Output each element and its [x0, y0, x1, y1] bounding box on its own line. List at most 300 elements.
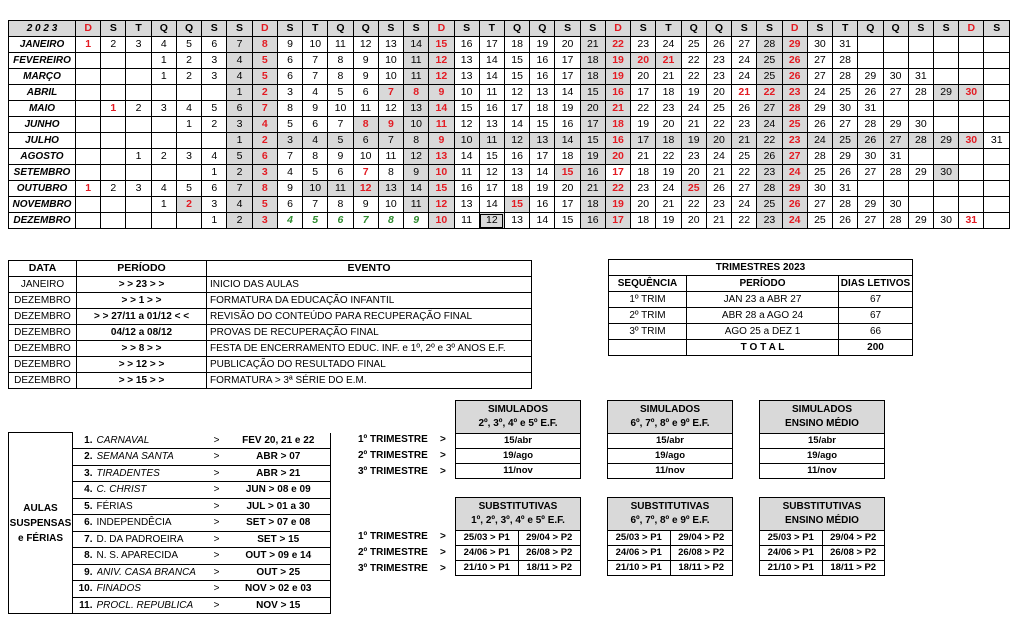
substitutiva-date: 21/10 > P1 — [608, 561, 671, 576]
event-name: PUBLICAÇÃO DO RESULTADO FINAL — [207, 357, 532, 373]
event-row — [9, 373, 532, 389]
empty-cell — [126, 117, 151, 133]
day-cell: 9 — [277, 181, 302, 197]
empty-cell — [151, 85, 176, 101]
empty-cell — [984, 149, 1010, 165]
empty-cell — [858, 181, 883, 197]
day-cell: 18 — [605, 117, 630, 133]
trimester-label: 3º TRIMESTRE — [358, 466, 428, 477]
day-cell: 4 — [277, 213, 302, 229]
day-cell: 9 — [353, 69, 378, 85]
empty-cell — [933, 149, 958, 165]
arrow-separator: > — [207, 482, 227, 499]
trimestre-row — [609, 324, 913, 340]
trimestre-seq: 3º TRIM — [609, 324, 687, 340]
day-cell: 7 — [328, 117, 353, 133]
empty-cell — [984, 213, 1010, 229]
substitutiva-date: 29/04 > P2 — [670, 531, 733, 546]
day-cell: 12 — [353, 37, 378, 53]
month-row — [9, 69, 1010, 85]
day-cell: 8 — [328, 53, 353, 69]
arrow-separator: > — [440, 563, 446, 574]
day-cell: 11 — [479, 85, 504, 101]
day-cell: 31 — [858, 101, 883, 117]
weekday-header: T — [656, 21, 681, 37]
event-period: > > 15 > > — [77, 373, 207, 389]
day-cell: 1 — [101, 101, 126, 117]
day-cell: 10 — [378, 69, 403, 85]
day-cell: 22 — [732, 165, 757, 181]
day-cell: 10 — [328, 101, 353, 117]
trimestres-total-value: 200 — [839, 340, 913, 356]
day-cell: 18 — [631, 165, 656, 181]
trimestres-title: TRIMESTRES 2023 — [609, 260, 913, 276]
substitutiva-date: 25/03 > P1 — [608, 531, 671, 546]
empty-cell — [959, 149, 984, 165]
trimester-label: 1º TRIMESTRE — [358, 434, 428, 445]
day-cell: 10 — [454, 85, 479, 101]
day-cell: 29 — [933, 133, 958, 149]
day-cell: 26 — [706, 37, 731, 53]
day-cell: 30 — [883, 69, 908, 85]
event-period: 04/12 a 08/12 — [77, 325, 207, 341]
day-cell: 3 — [151, 101, 176, 117]
day-cell: 1 — [151, 53, 176, 69]
day-cell: 17 — [555, 69, 580, 85]
day-cell: 15 — [580, 85, 605, 101]
day-cell: 25 — [807, 213, 832, 229]
trimestre-period: ABR 28 a AGO 24 — [687, 308, 839, 324]
day-cell: 17 — [479, 37, 504, 53]
event-date: DEZEMBRO — [9, 357, 77, 373]
substitutiva-date: 29/04 > P2 — [822, 531, 885, 546]
trimestre-seq: 2º TRIM — [609, 308, 687, 324]
day-cell: 7 — [252, 101, 277, 117]
weekday-header: T — [126, 21, 151, 37]
day-cell: 18 — [555, 149, 580, 165]
empty-cell — [908, 53, 933, 69]
day-cell: 22 — [605, 37, 630, 53]
day-cell: 8 — [252, 37, 277, 53]
weekday-header: Q — [353, 21, 378, 37]
day-cell: 11 — [328, 37, 353, 53]
month-name: MAIO — [9, 101, 76, 117]
day-cell: 12 — [429, 197, 454, 213]
day-cell: 14 — [530, 213, 555, 229]
day-cell: 8 — [277, 101, 302, 117]
day-cell: 29 — [782, 37, 807, 53]
month-name: JUNHO — [9, 117, 76, 133]
day-cell: 19 — [656, 213, 681, 229]
day-cell: 11 — [328, 181, 353, 197]
day-cell: 22 — [681, 197, 706, 213]
day-cell: 30 — [883, 197, 908, 213]
month-row — [9, 101, 1010, 117]
empty-cell — [126, 213, 151, 229]
day-cell: 19 — [605, 69, 630, 85]
events-header-date: DATA — [9, 261, 77, 277]
day-cell: 2 — [202, 117, 227, 133]
day-cell: 25 — [681, 37, 706, 53]
simulado-date: 19/ago — [760, 449, 885, 464]
day-cell: 21 — [656, 53, 681, 69]
suspension-name: PROCL. REPUBLICA — [97, 597, 207, 614]
day-cell: 23 — [757, 165, 782, 181]
day-cell: 6 — [202, 181, 227, 197]
day-cell: 15 — [504, 197, 529, 213]
day-cell: 3 — [277, 85, 302, 101]
weekday-header: D — [782, 21, 807, 37]
weekday-header: T — [833, 21, 858, 37]
day-cell: 27 — [732, 37, 757, 53]
day-cell: 13 — [530, 133, 555, 149]
empty-cell — [176, 165, 201, 181]
empty-cell — [984, 181, 1010, 197]
day-cell: 4 — [176, 101, 201, 117]
substitutivas-header — [760, 498, 885, 531]
trimester-label: 3º TRIMESTRE — [358, 563, 428, 574]
empty-cell — [883, 53, 908, 69]
day-cell: 18 — [656, 85, 681, 101]
day-cell: 12 — [429, 69, 454, 85]
day-cell: 25 — [833, 133, 858, 149]
day-cell: 4 — [151, 37, 176, 53]
month-row — [9, 117, 1010, 133]
trimestre-row — [609, 308, 913, 324]
day-cell: 18 — [580, 197, 605, 213]
day-cell: 10 — [378, 197, 403, 213]
day-cell: 28 — [908, 133, 933, 149]
day-cell: 7 — [303, 69, 328, 85]
day-cell: 25 — [681, 181, 706, 197]
day-cell: 21 — [656, 197, 681, 213]
suspension-name: INDEPENDÊCIA — [97, 515, 207, 532]
day-cell: 5 — [303, 165, 328, 181]
substitutiva-date: 25/03 > P1 — [456, 531, 519, 546]
event-row — [9, 309, 532, 325]
day-cell: 23 — [706, 53, 731, 69]
substitutiva-date: 25/03 > P1 — [760, 531, 823, 546]
day-cell: 17 — [631, 85, 656, 101]
day-cell: 12 — [378, 101, 403, 117]
event-name: FORMATURA DA EDUCAÇÃO INFANTIL — [207, 293, 532, 309]
arrow-separator: > — [207, 581, 227, 598]
day-cell: 20 — [580, 101, 605, 117]
day-cell: 27 — [858, 213, 883, 229]
simulados-subtitle: ENSINO MÉDIO — [785, 418, 859, 429]
day-cell: 23 — [681, 149, 706, 165]
trimestre-days: 67 — [839, 308, 913, 324]
day-cell: 19 — [681, 85, 706, 101]
day-cell: 6 — [303, 117, 328, 133]
day-cell: 4 — [277, 165, 302, 181]
event-period: > > 27/11 a 01/12 < < — [77, 309, 207, 325]
day-cell: 28 — [858, 117, 883, 133]
day-cell: 12 — [353, 181, 378, 197]
day-cell: 18 — [656, 133, 681, 149]
simulados-box — [455, 400, 581, 479]
empty-cell — [202, 85, 227, 101]
month-row — [9, 181, 1010, 197]
day-cell: 26 — [782, 53, 807, 69]
empty-cell — [101, 213, 126, 229]
day-cell: 5 — [252, 197, 277, 213]
day-cell: 26 — [782, 69, 807, 85]
month-name: NOVEMBRO — [9, 197, 76, 213]
empty-cell — [984, 101, 1010, 117]
trimestres-table — [608, 259, 913, 356]
day-cell: 23 — [706, 197, 731, 213]
event-date: DEZEMBRO — [9, 293, 77, 309]
day-cell: 4 — [303, 85, 328, 101]
substitutivas-box — [607, 497, 733, 576]
day-cell: 13 — [378, 37, 403, 53]
suspension-date: SET > 15 — [227, 531, 331, 548]
day-cell: 23 — [706, 69, 731, 85]
day-cell: 29 — [858, 69, 883, 85]
day-cell: 5 — [328, 85, 353, 101]
weekday-header: Q — [858, 21, 883, 37]
day-cell: 20 — [681, 213, 706, 229]
empty-cell — [76, 197, 101, 213]
day-cell: 6 — [227, 101, 252, 117]
arrow-separator: > — [440, 466, 446, 477]
weekday-header: S — [908, 21, 933, 37]
empty-cell — [908, 197, 933, 213]
day-cell: 27 — [883, 133, 908, 149]
empty-cell — [101, 133, 126, 149]
empty-cell — [959, 101, 984, 117]
day-cell: 28 — [757, 37, 782, 53]
day-cell: 19 — [605, 197, 630, 213]
day-cell: 15 — [454, 101, 479, 117]
month-row — [9, 53, 1010, 69]
day-cell: 10 — [429, 165, 454, 181]
suspension-name: D. DA PADROEIRA — [97, 531, 207, 548]
day-cell: 25 — [732, 149, 757, 165]
event-name: INICIO DAS AULAS — [207, 277, 532, 293]
weekday-header: S — [101, 21, 126, 37]
empty-cell — [101, 197, 126, 213]
day-cell: 2 — [252, 85, 277, 101]
day-cell: 19 — [656, 165, 681, 181]
day-cell: 13 — [429, 149, 454, 165]
empty-cell — [176, 213, 201, 229]
day-cell: 1 — [76, 181, 101, 197]
arrow-separator: > — [440, 450, 446, 461]
event-name: REVISÃO DO CONTEÚDO PARA RECUPERAÇÃO FINAL — [207, 309, 532, 325]
day-cell: 29 — [908, 213, 933, 229]
trimestres-col-days: DIAS LETIVOS — [839, 276, 913, 292]
day-cell: 10 — [404, 117, 429, 133]
day-cell: 7 — [277, 149, 302, 165]
weekday-header: S — [555, 21, 580, 37]
weekday-header: Q — [328, 21, 353, 37]
day-cell: 12 — [504, 133, 529, 149]
event-date: DEZEMBRO — [9, 309, 77, 325]
day-cell: 29 — [858, 197, 883, 213]
day-cell: 14 — [454, 149, 479, 165]
day-cell: 23 — [631, 181, 656, 197]
suspension-date: JUN > 08 e 09 — [227, 482, 331, 499]
day-cell: 16 — [454, 37, 479, 53]
day-cell: 3 — [202, 69, 227, 85]
weekday-header: Q — [681, 21, 706, 37]
day-cell: 23 — [782, 85, 807, 101]
substitutiva-date: 24/06 > P1 — [456, 546, 519, 561]
suspension-number: 11. — [73, 597, 97, 614]
trimestre-days: 67 — [839, 292, 913, 308]
day-cell: 23 — [757, 213, 782, 229]
empty-cell — [151, 213, 176, 229]
day-cell: 2 — [176, 53, 201, 69]
day-cell: 11 — [429, 117, 454, 133]
day-cell: 3 — [277, 133, 302, 149]
day-cell: 28 — [833, 69, 858, 85]
empty-cell — [959, 37, 984, 53]
empty-cell — [883, 181, 908, 197]
simulados-title: SIMULADOS — [488, 404, 548, 415]
empty-cell — [101, 117, 126, 133]
day-cell: 17 — [555, 53, 580, 69]
day-cell: 24 — [757, 117, 782, 133]
day-cell: 19 — [605, 53, 630, 69]
day-cell: 14 — [555, 133, 580, 149]
day-cell: 7 — [227, 37, 252, 53]
empty-cell — [908, 37, 933, 53]
suspension-number: 4. — [73, 482, 97, 499]
day-cell: 25 — [757, 69, 782, 85]
simulados-box — [607, 400, 733, 479]
weekday-header: D — [429, 21, 454, 37]
substitutivas-subtitle: 6º, 7º, 8º e 9º E.F. — [630, 515, 710, 526]
empty-cell — [984, 53, 1010, 69]
day-cell: 9 — [353, 53, 378, 69]
substitutiva-date: 26/08 > P2 — [670, 546, 733, 561]
day-cell: 11 — [454, 213, 479, 229]
month-name: FEVEREIRO — [9, 53, 76, 69]
year-label: 2 0 2 3 — [9, 21, 76, 37]
day-cell: 10 — [429, 213, 454, 229]
suspension-number: 5. — [73, 498, 97, 515]
day-cell: 15 — [429, 37, 454, 53]
day-cell: 23 — [631, 37, 656, 53]
day-cell: 21 — [605, 101, 630, 117]
day-cell: 24 — [706, 149, 731, 165]
day-cell: 24 — [681, 101, 706, 117]
weekday-header: S — [757, 21, 782, 37]
day-cell: 23 — [732, 117, 757, 133]
month-row — [9, 197, 1010, 213]
event-date: DEZEMBRO — [9, 325, 77, 341]
day-cell: 4 — [202, 149, 227, 165]
suspension-number: 3. — [73, 465, 97, 482]
trimestre-row — [609, 292, 913, 308]
day-cell: 5 — [176, 37, 201, 53]
day-cell: 19 — [631, 117, 656, 133]
empty-cell — [908, 101, 933, 117]
suspension-name: FINADOS — [97, 581, 207, 598]
empty-cell — [126, 197, 151, 213]
day-cell: 15 — [555, 213, 580, 229]
day-cell: 22 — [732, 213, 757, 229]
month-name: SETEMBRO — [9, 165, 76, 181]
day-cell: 25 — [757, 197, 782, 213]
day-cell: 6 — [202, 37, 227, 53]
suspension-name: N. S. APARECIDA — [97, 548, 207, 565]
weekday-header: D — [605, 21, 630, 37]
suspension-name: C. CHRIST — [97, 482, 207, 499]
day-cell: 22 — [706, 117, 731, 133]
empty-cell — [933, 37, 958, 53]
month-name: ABRIL — [9, 85, 76, 101]
day-cell: 20 — [631, 69, 656, 85]
day-cell: 13 — [404, 101, 429, 117]
day-cell: 5 — [176, 181, 201, 197]
empty-cell — [858, 37, 883, 53]
day-cell: 11 — [353, 101, 378, 117]
month-row — [9, 37, 1010, 53]
event-period: > > 23 > > — [77, 277, 207, 293]
suspension-name: TIRADENTES — [97, 465, 207, 482]
day-cell: 9 — [429, 133, 454, 149]
day-cell: 1 — [227, 133, 252, 149]
day-cell: 17 — [631, 133, 656, 149]
empty-cell — [151, 133, 176, 149]
day-cell: 28 — [883, 213, 908, 229]
day-cell: 31 — [959, 213, 984, 229]
day-cell: 1 — [176, 117, 201, 133]
day-cell: 13 — [378, 181, 403, 197]
substitutivas-title: SUBSTITUTIVAS — [630, 501, 710, 512]
day-cell: 25 — [807, 165, 832, 181]
day-cell: 3 — [202, 197, 227, 213]
day-cell: 24 — [732, 197, 757, 213]
day-cell: 16 — [580, 213, 605, 229]
day-cell: 24 — [807, 133, 832, 149]
day-cell: 18 — [504, 181, 529, 197]
substitutivas-box — [759, 497, 885, 576]
empty-cell — [858, 53, 883, 69]
day-cell: 27 — [883, 85, 908, 101]
arrow-separator: > — [207, 597, 227, 614]
month-row — [9, 165, 1010, 181]
day-cell: 24 — [656, 181, 681, 197]
day-cell: 20 — [605, 149, 630, 165]
substitutivas-header — [608, 498, 733, 531]
empty-cell — [984, 117, 1010, 133]
substitutiva-date: 29/04 > P2 — [518, 531, 581, 546]
day-cell: 29 — [933, 85, 958, 101]
event-date: JANEIRO — [9, 277, 77, 293]
weekday-header: S — [984, 21, 1010, 37]
day-cell: 22 — [757, 85, 782, 101]
empty-cell — [101, 149, 126, 165]
day-cell: 16 — [605, 133, 630, 149]
aulas-suspensas-table — [8, 432, 331, 614]
day-cell: 6 — [277, 197, 302, 213]
day-cell: 16 — [479, 101, 504, 117]
day-cell: 3 — [227, 117, 252, 133]
day-cell: 28 — [833, 53, 858, 69]
trimestre-days: 66 — [839, 324, 913, 340]
day-cell: 28 — [807, 149, 832, 165]
simulado-date: 15/abr — [760, 434, 885, 449]
day-cell: 13 — [454, 197, 479, 213]
day-cell: 26 — [807, 117, 832, 133]
day-cell: 17 — [555, 197, 580, 213]
day-cell: 3 — [252, 165, 277, 181]
